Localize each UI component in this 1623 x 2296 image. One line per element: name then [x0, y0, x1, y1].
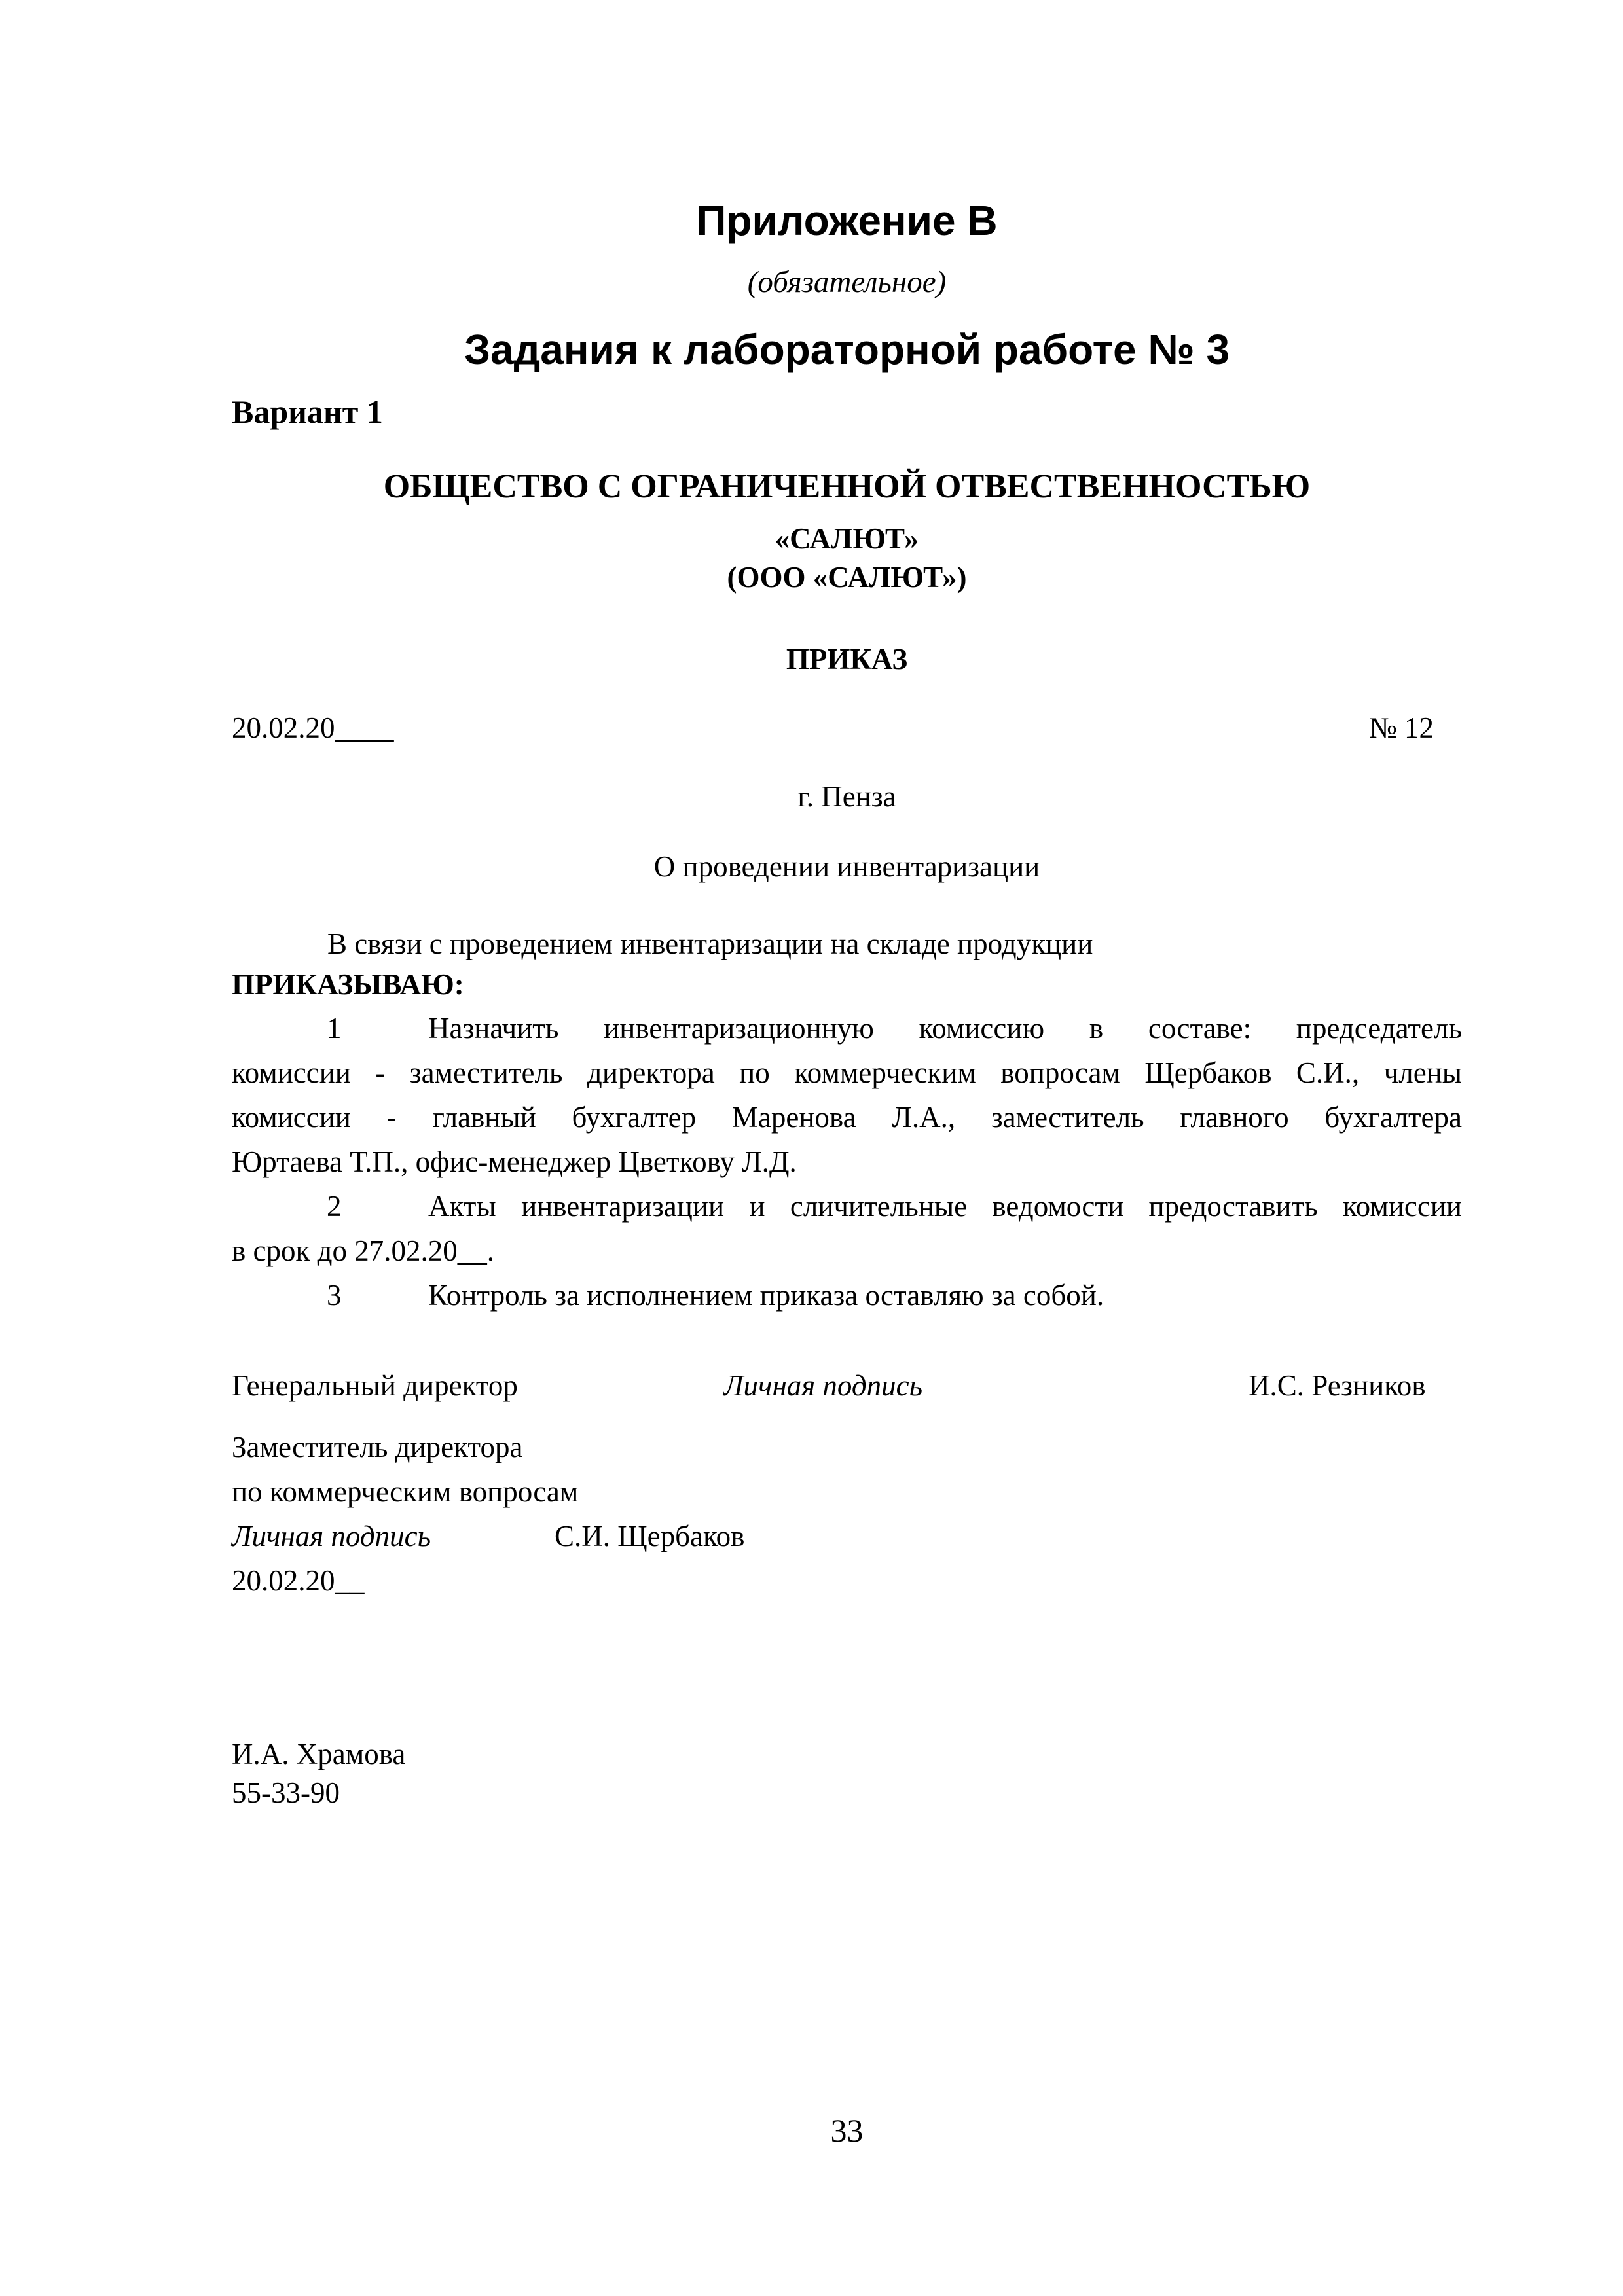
- order-item-text: комиссии - главный бухгалтер Маренова Л.А., заместитель главного бухгалтера: [232, 1101, 1462, 1134]
- document-date: 20.02.20____: [232, 711, 394, 744]
- appendix-title: Приложение В: [696, 197, 998, 244]
- order-item-text: в срок до 27.02.20__.: [232, 1234, 494, 1267]
- order-item-2: [232, 1184, 1462, 1273]
- approval-position-line1: Заместитель директора: [232, 1431, 523, 1463]
- order-item-1: [232, 1006, 1462, 1184]
- document-number: № 12: [1368, 711, 1434, 744]
- org-quoted-name: «САЛЮТ»: [775, 522, 919, 555]
- approval-date: 20.02.20__: [232, 1564, 365, 1597]
- order-item-text: Акты инвентаризации и сличительные ведомости предоставить комиссии: [428, 1190, 1462, 1223]
- order-item-text: Назначить инвентаризационную комиссию в составе: председатель: [428, 1012, 1462, 1045]
- executor-name: И.А. Храмова: [232, 1738, 406, 1770]
- approval-name: С.И. Щербаков: [555, 1520, 745, 1552]
- preamble: В связи с проведением инвентаризации на складе продукции: [327, 927, 1093, 960]
- page-number: 33: [830, 2112, 864, 2149]
- approval-signature: Личная подпись: [232, 1520, 431, 1552]
- document-city: г. Пенза: [797, 780, 896, 813]
- org-full-name: ОБЩЕСТВО С ОГРАНИЧЕННОЙ ОТВЕСТВЕННОСТЬЮ: [383, 468, 1311, 505]
- org-short-name: (ООО «САЛЮТ»): [727, 561, 967, 594]
- order-item-3: [232, 1273, 1462, 1318]
- order-item-number: 2: [327, 1190, 342, 1223]
- document-subject: О проведении инвентаризации: [653, 850, 1040, 883]
- signer-name: И.С. Резников: [1249, 1369, 1426, 1402]
- order-item-number: 1: [327, 1012, 342, 1045]
- order-item-text: комиссии - заместитель директора по коммерческим вопросам Щербаков С.И., члены: [232, 1056, 1462, 1089]
- document-type: ПРИКАЗ: [786, 643, 908, 675]
- task-title: Задания к лабораторной работе № 3: [464, 326, 1230, 373]
- signer-signature: Личная подпись: [723, 1369, 923, 1402]
- order-item-text: Юртаева Т.П., офис-менеджер Цветкову Л.Д.: [232, 1145, 797, 1178]
- order-item-number: 3: [327, 1279, 342, 1312]
- order-item-text: Контроль за исполнением приказа оставляю за собой.: [428, 1279, 1104, 1312]
- order-word: ПРИКАЗЫВАЮ:: [232, 968, 464, 1001]
- signer-position: Генеральный директор: [232, 1369, 518, 1402]
- appendix-note: (обязательное): [747, 265, 947, 299]
- approval-position-line2: по коммерческим вопросам: [232, 1475, 579, 1508]
- executor-phone: 55-33-90: [232, 1776, 340, 1809]
- variant-label: Вариант 1: [232, 393, 383, 430]
